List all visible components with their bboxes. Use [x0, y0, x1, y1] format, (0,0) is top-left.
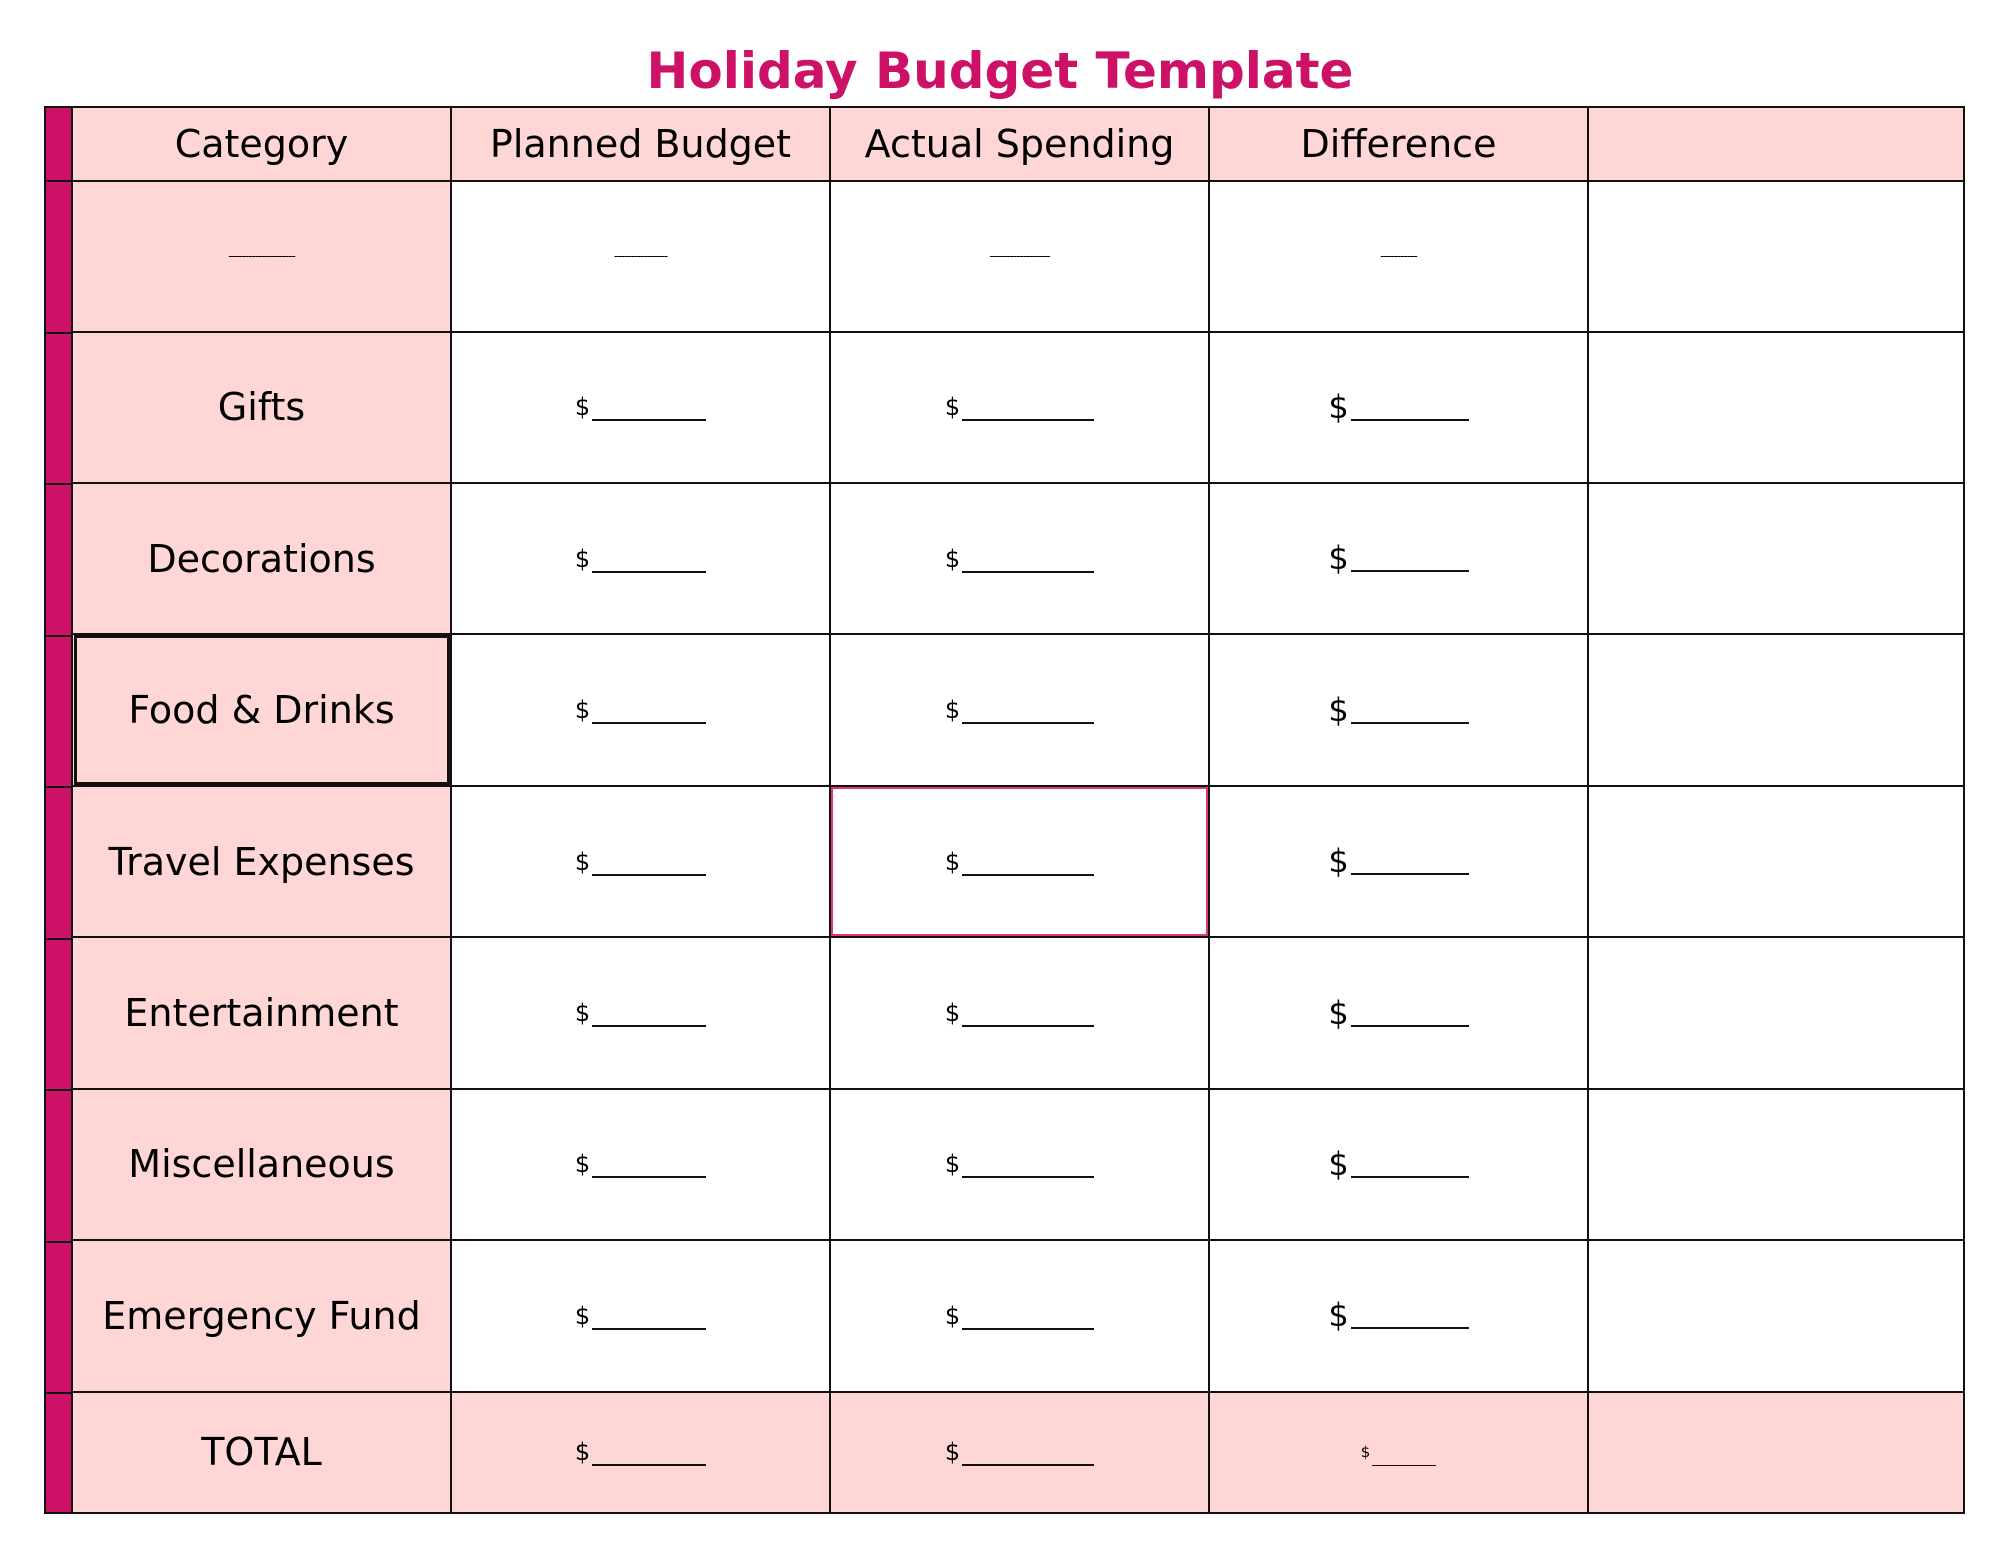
category-cell[interactable]: Entertainment: [73, 937, 451, 1088]
currency-symbol: $: [574, 1438, 591, 1467]
difference-cell[interactable]: [1209, 1240, 1588, 1391]
table-row: [73, 634, 1963, 785]
money-blank: [1328, 387, 1468, 426]
category-cell[interactable]: Decorations: [73, 483, 451, 634]
difference-cell[interactable]: [1209, 332, 1588, 483]
planned-cell[interactable]: [451, 1240, 830, 1391]
currency-symbol: $: [944, 544, 961, 573]
currency-symbol: $: [1328, 842, 1349, 881]
difference-cell[interactable]: [1209, 1089, 1588, 1240]
blank-line: [592, 1464, 706, 1466]
currency-symbol: $: [944, 1150, 961, 1179]
table-row: [73, 786, 1963, 937]
currency-symbol: $: [574, 847, 591, 876]
header-row: [73, 108, 1963, 181]
actual-cell[interactable]: [830, 634, 1209, 785]
blank-line: [592, 419, 706, 421]
extra-cell[interactable]: [1588, 634, 1963, 785]
blank-line: [962, 1464, 1094, 1466]
extra-cell[interactable]: [1588, 181, 1963, 331]
money-blank: [575, 393, 706, 421]
currency-symbol: $: [1328, 539, 1349, 578]
blank-line: [1351, 570, 1469, 572]
accent-segment: [46, 182, 71, 334]
currency-symbol: $: [574, 1150, 591, 1179]
page-title: Holiday Budget Template: [646, 42, 1354, 100]
currency-symbol: $: [574, 696, 591, 725]
currency-symbol: $: [574, 999, 591, 1028]
currency-symbol: $: [944, 1438, 961, 1467]
currency-symbol: $: [944, 393, 961, 422]
currency-symbol: $: [574, 544, 591, 573]
category-cell[interactable]: Travel Expenses: [73, 786, 451, 937]
accent-bar: [46, 108, 73, 1512]
blank-line: [592, 874, 706, 876]
money-blank: [1328, 1296, 1468, 1335]
blank-line: [592, 571, 706, 573]
accent-segment: [46, 108, 71, 182]
actual-cell[interactable]: [830, 483, 1209, 634]
header-extra[interactable]: [1588, 108, 1963, 181]
actual-cell[interactable]: [830, 937, 1209, 1088]
currency-symbol: $: [1328, 1144, 1349, 1183]
planned-cell[interactable]: [451, 1089, 830, 1240]
money-blank: [945, 696, 1094, 724]
blank-line: [1351, 1176, 1469, 1178]
extra-cell[interactable]: [1588, 937, 1963, 1088]
currency-symbol: $: [1328, 387, 1349, 426]
total-actual-cell[interactable]: [830, 1392, 1209, 1512]
blank-line: [962, 722, 1094, 724]
money-blank: [945, 1150, 1094, 1178]
planned-cell[interactable]: [451, 937, 830, 1088]
currency-symbol: $: [944, 999, 961, 1028]
header-category[interactable]: Category: [73, 108, 451, 181]
blank-line: [962, 571, 1094, 573]
money-blank: [945, 545, 1094, 573]
accent-segment: [46, 788, 71, 940]
blank-line: [592, 1025, 706, 1027]
money-blank: [575, 1438, 706, 1466]
planned-cell[interactable]: [451, 332, 830, 483]
blank-line: [962, 1328, 1094, 1330]
total-extra-cell[interactable]: [1588, 1392, 1963, 1512]
accent-segment: [46, 1091, 71, 1243]
difference-cell[interactable]: [1209, 634, 1588, 785]
table-row: [73, 937, 1963, 1088]
blank-line: [1351, 722, 1469, 724]
category-cell[interactable]: Miscellaneous: [73, 1089, 451, 1240]
accent-segment: [46, 1243, 71, 1394]
money-blank: [575, 999, 706, 1027]
blank-line: [962, 1025, 1094, 1027]
currency-symbol: $: [1328, 690, 1349, 729]
category-cell[interactable]: Emergency Fund: [73, 1240, 451, 1391]
money-blank: [575, 1150, 706, 1178]
total-planned-cell[interactable]: [451, 1392, 830, 1512]
currency-symbol: $: [574, 393, 591, 422]
money-blank: [945, 1302, 1094, 1330]
money-blank: [1328, 1144, 1468, 1183]
blank-line: [962, 874, 1094, 876]
table-row: [73, 1089, 1963, 1240]
money-blank: [1361, 1438, 1437, 1466]
difference-cell[interactable]: [1209, 937, 1588, 1088]
actual-cell-selected[interactable]: [830, 786, 1209, 937]
money-blank: [1328, 690, 1468, 729]
blank-line: [962, 419, 1094, 421]
extra-cell[interactable]: [1588, 332, 1963, 483]
header-actual-spending[interactable]: Actual Spending: [830, 108, 1209, 181]
currency-symbol: $: [944, 1301, 961, 1330]
dash-row: [73, 181, 1963, 331]
currency-symbol: $: [1360, 1443, 1371, 1462]
difference-cell[interactable]: [1209, 483, 1588, 634]
total-label[interactable]: TOTAL: [73, 1392, 451, 1512]
actual-cell[interactable]: [830, 1089, 1209, 1240]
money-blank: [1328, 993, 1468, 1032]
actual-cell[interactable]: [830, 332, 1209, 483]
category-cell[interactable]: Gifts: [73, 332, 451, 483]
table-row: [73, 1240, 1963, 1391]
extra-cell[interactable]: [1588, 1089, 1963, 1240]
total-row: [73, 1392, 1963, 1512]
table-row: [73, 483, 1963, 634]
blank-line: [592, 1176, 706, 1178]
blank-line: [1351, 1025, 1469, 1027]
extra-cell[interactable]: [1588, 483, 1963, 634]
money-blank: [575, 848, 706, 876]
currency-symbol: $: [1328, 993, 1349, 1032]
accent-segment: [46, 940, 71, 1091]
money-blank: [1328, 842, 1468, 881]
money-blank: [1328, 539, 1468, 578]
blank-line: [592, 1328, 706, 1330]
currency-symbol: $: [944, 847, 961, 876]
header-planned-budget[interactable]: Planned Budget: [451, 108, 830, 181]
planned-cell[interactable]: [451, 483, 830, 634]
budget-sheet: [44, 106, 1965, 1514]
planned-cell[interactable]: [451, 634, 830, 785]
difference-cell[interactable]: [1209, 786, 1588, 937]
blank-line: [592, 722, 706, 724]
planned-cell[interactable]: [451, 786, 830, 937]
money-blank: [575, 696, 706, 724]
total-difference-cell[interactable]: [1209, 1392, 1588, 1512]
money-blank: [945, 999, 1094, 1027]
blank-line: [1351, 419, 1469, 421]
header-difference[interactable]: Difference: [1209, 108, 1588, 181]
accent-segment: [46, 1394, 71, 1512]
dash-cell[interactable]: ------------------: [830, 181, 1209, 331]
dash-cell[interactable]: ----------------: [451, 181, 830, 331]
currency-symbol: $: [944, 696, 961, 725]
category-cell-selected[interactable]: Food & Drinks: [73, 634, 451, 785]
actual-cell[interactable]: [830, 1240, 1209, 1391]
accent-segment: [46, 637, 71, 788]
currency-symbol: $: [574, 1301, 591, 1330]
money-blank: [945, 848, 1094, 876]
blank-line: [962, 1176, 1094, 1178]
dash-cell[interactable]: --------------------: [73, 181, 451, 331]
money-blank: [945, 393, 1094, 421]
blank-line: [1351, 1327, 1469, 1329]
blank-line: [1351, 873, 1469, 875]
currency-symbol: $: [1328, 1296, 1349, 1335]
extra-cell[interactable]: [1588, 786, 1963, 937]
money-blank: [575, 545, 706, 573]
dash-cell[interactable]: -----------: [1209, 181, 1588, 331]
money-blank: [945, 1438, 1094, 1466]
money-blank: [575, 1302, 706, 1330]
blank-line: [1372, 1465, 1436, 1466]
accent-segment: [46, 334, 71, 485]
accent-segment: [46, 485, 71, 637]
extra-cell[interactable]: [1588, 1240, 1963, 1391]
budget-table: [73, 108, 1963, 1512]
table-row: [73, 332, 1963, 483]
